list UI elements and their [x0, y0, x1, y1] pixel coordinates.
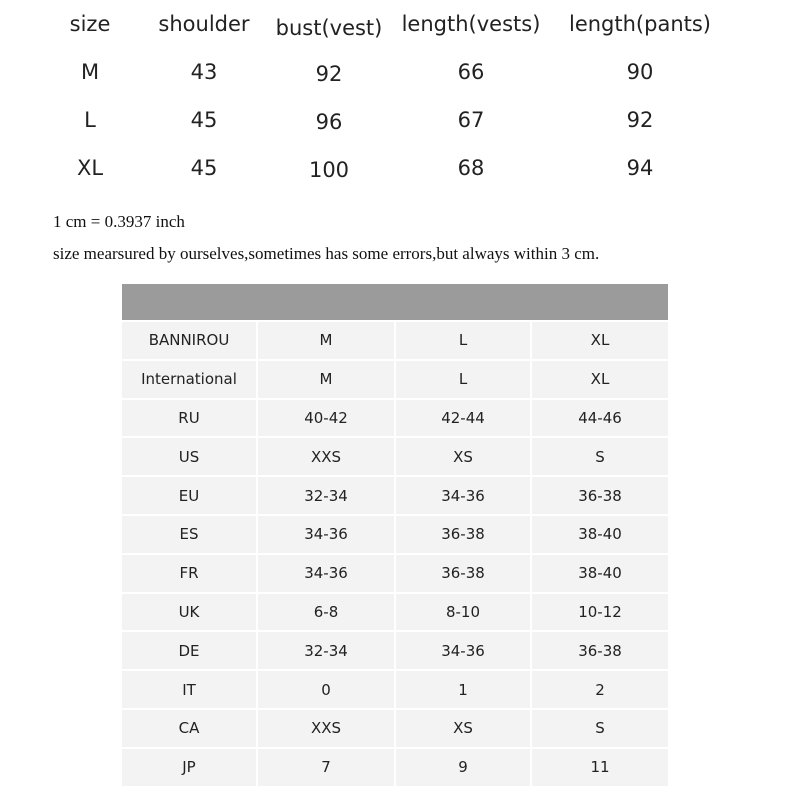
- conversion-row: [122, 322, 668, 359]
- region-cell: JP: [122, 749, 256, 786]
- bust-cell: 92: [315, 62, 343, 86]
- size-l-cell: 8-10: [396, 594, 530, 631]
- size-l-cell: 1: [396, 671, 530, 708]
- size-m-cell: 32-34: [258, 477, 394, 514]
- region-cell: US: [122, 438, 256, 475]
- size-l-cell: L: [396, 322, 530, 359]
- size-xl-cell: 38-40: [532, 516, 668, 553]
- size-l-cell: XS: [396, 438, 530, 475]
- size-l-cell: 9: [396, 749, 530, 786]
- size-l-cell: 34-36: [396, 632, 530, 669]
- header-bust: bust(vest): [275, 16, 383, 40]
- conversion-row: [122, 477, 668, 514]
- region-cell: BANNIROU: [122, 322, 256, 359]
- size-l-cell: 34-36: [396, 477, 530, 514]
- size-cell: XL: [76, 156, 104, 180]
- size-xl-cell: XL: [532, 361, 668, 398]
- size-conversion-table: [122, 284, 668, 786]
- size-m-cell: 7: [258, 749, 394, 786]
- size-cell: L: [84, 108, 96, 132]
- conversion-row: [122, 632, 668, 669]
- length-pants-cell: 92: [626, 108, 654, 132]
- size-m-cell: 34-36: [258, 555, 394, 592]
- size-xl-cell: 2: [532, 671, 668, 708]
- conversion-row: [122, 594, 668, 631]
- size-l-cell: 36-38: [396, 555, 530, 592]
- length-pants-cell: 94: [626, 156, 654, 180]
- region-cell: International: [122, 361, 256, 398]
- size-xl-cell: S: [532, 438, 668, 475]
- size-m-cell: 6-8: [258, 594, 394, 631]
- size-xl-cell: S: [532, 710, 668, 747]
- region-cell: CA: [122, 710, 256, 747]
- shoulder-cell: 45: [190, 156, 218, 180]
- size-l-cell: L: [396, 361, 530, 398]
- conversion-header-bar: [122, 284, 668, 320]
- header-length-vests: length(vests): [401, 12, 541, 36]
- size-xl-cell: XL: [532, 322, 668, 359]
- length-vests-cell: 66: [457, 60, 485, 84]
- region-cell: DE: [122, 632, 256, 669]
- conversion-row: [122, 555, 668, 592]
- size-m-cell: M: [258, 361, 394, 398]
- measurement-row: [0, 148, 800, 188]
- measurement-row: [0, 100, 800, 140]
- size-m-cell: 34-36: [258, 516, 394, 553]
- shoulder-cell: 45: [190, 108, 218, 132]
- region-cell: ES: [122, 516, 256, 553]
- measurement-header-row: [0, 4, 800, 44]
- length-pants-cell: 90: [626, 60, 654, 84]
- conversion-row: [122, 749, 668, 786]
- length-vests-cell: 68: [457, 156, 485, 180]
- bust-cell: 100: [308, 158, 350, 182]
- bust-cell: 96: [315, 110, 343, 134]
- conversion-row: [122, 710, 668, 747]
- size-m-cell: 40-42: [258, 400, 394, 437]
- size-xl-cell: 38-40: [532, 555, 668, 592]
- size-xl-cell: 36-38: [532, 477, 668, 514]
- size-cell: M: [80, 60, 100, 84]
- size-l-cell: 36-38: [396, 516, 530, 553]
- region-cell: FR: [122, 555, 256, 592]
- size-xl-cell: 10-12: [532, 594, 668, 631]
- header-length-pants: length(pants): [568, 12, 712, 36]
- conversion-row: [122, 671, 668, 708]
- size-m-cell: 0: [258, 671, 394, 708]
- size-xl-cell: 36-38: [532, 632, 668, 669]
- measurement-row: [0, 52, 800, 92]
- size-m-cell: XXS: [258, 438, 394, 475]
- measurement-disclaimer: size mearsured by ourselves,sometimes has some errors,but always within 3 cm.: [53, 244, 600, 263]
- size-m-cell: XXS: [258, 710, 394, 747]
- region-cell: RU: [122, 400, 256, 437]
- conversion-row: [122, 400, 668, 437]
- length-vests-cell: 67: [457, 108, 485, 132]
- region-cell: IT: [122, 671, 256, 708]
- size-m-cell: M: [258, 322, 394, 359]
- size-xl-cell: 44-46: [532, 400, 668, 437]
- size-xl-cell: 11: [532, 749, 668, 786]
- conversion-row: [122, 516, 668, 553]
- conversion-row: [122, 361, 668, 398]
- header-size: size: [69, 12, 111, 36]
- header-shoulder: shoulder: [158, 12, 250, 36]
- shoulder-cell: 43: [190, 60, 218, 84]
- size-l-cell: 42-44: [396, 400, 530, 437]
- region-cell: EU: [122, 477, 256, 514]
- unit-conversion-note: 1 cm = 0.3937 inch: [53, 212, 185, 231]
- conversion-row: [122, 438, 668, 475]
- region-cell: UK: [122, 594, 256, 631]
- size-l-cell: XS: [396, 710, 530, 747]
- size-m-cell: 32-34: [258, 632, 394, 669]
